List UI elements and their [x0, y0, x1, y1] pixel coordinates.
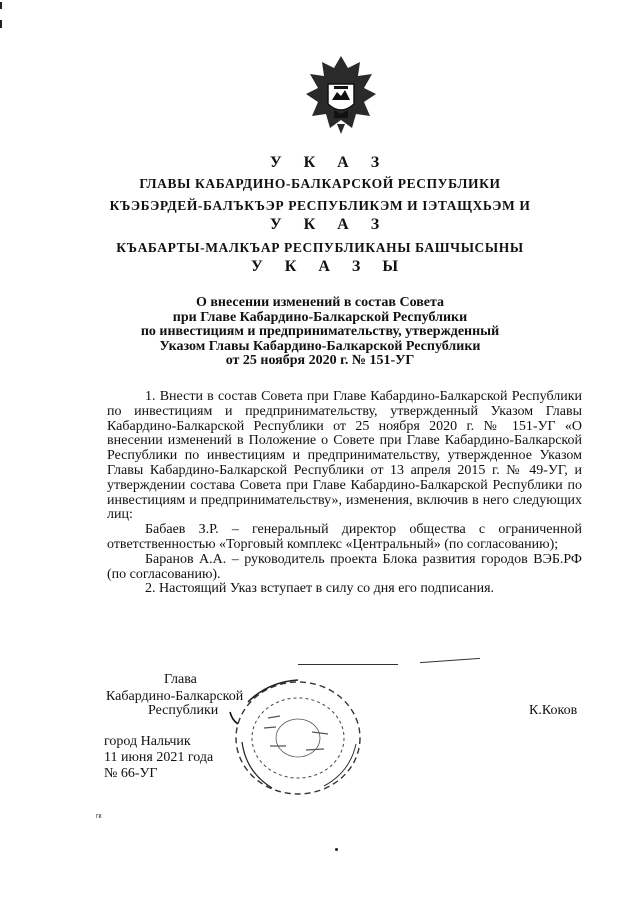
title-line: при Главе Кабардино-Балкарской Республики: [172, 309, 468, 325]
decree-heading: У К А З: [269, 154, 389, 171]
signature-stroke: [298, 664, 398, 665]
title-line: О внесении изменений в состав Совета: [195, 295, 445, 310]
header-line-kabardian: КЪЭБЭРДЕЙ-БАЛЪКЪЭР РЕСПУБЛИКЭМ И IЭТАЩХЬЭМ И: [109, 198, 531, 213]
scan-speck: [335, 848, 338, 851]
signatory-position-1: Глава: [164, 672, 197, 687]
signatory-name: К.Коков: [529, 703, 578, 718]
issue-date: 11 июня 2021 года: [104, 750, 214, 765]
scan-edge-mark: [0, 20, 2, 28]
signature-stroke: [420, 658, 480, 663]
signatory-position-2: Кабардино-Балкарской: [106, 689, 244, 704]
paragraph-1: 1. Внести в состав Совета при Главе Кабардино-Балкарской Республики по инвестициям и предпринимательству, утвержденный Указом Главы Кабардино-Балкарской Республики от 25 ноября 2020 г. № 151-УГ «О внесении изменений в Положение о Совете при Главе Кабардино-Балкарской Республики по инвестициям и предпринимательству, утвержденное Указом Главы Кабардино-Балкарской Республики от 13 апреля 2015 г. № 49-УГ, и утверждении состава Совета при Главе Кабардино-Балкарской Республики по инвестициям и предпринимательству», изменения, включив в него следующих лиц:: [107, 389, 582, 523]
decree-heading-kabardian: У К А З: [269, 216, 389, 233]
decree-number: № 66-УГ: [104, 766, 158, 781]
paragraph-appointee-2: Баранов А.А. – руководитель проекта Блока развития городов ВЭБ.РФ (по согласованию).: [107, 551, 582, 582]
title-line: от 25 ноября 2020 г. № 151-УГ: [225, 353, 415, 369]
footer-initials: гк: [96, 813, 102, 820]
scan-edge-mark: [0, 2, 2, 9]
decree-title: [0, 296, 640, 369]
header-line-russian: ГЛАВЫ КАБАРДИНО-БАЛКАРСКОЙ РЕСПУБЛИКИ: [139, 176, 501, 191]
decree-body: [107, 390, 582, 597]
decree-heading-balkar: У К А З Ы: [250, 258, 408, 275]
issue-place: город Нальчик: [104, 734, 191, 749]
paragraph-appointee-1: Бабаев З.Р. – генеральный директор общества с ограниченной ответственностью «Торговый комплекс «Центральный» (по согласованию);: [107, 522, 582, 552]
title-line: по инвестициям и предпринимательству, утвержденный: [140, 324, 500, 340]
official-seal-stamp: [228, 672, 368, 802]
signatory-position-3: Республики: [148, 703, 219, 718]
paragraph-2: 2. Настоящий Указ вступает в силу со дня его подписания.: [145, 581, 495, 597]
coat-of-arms-emblem: [304, 54, 378, 136]
title-line: Указом Главы Кабардино-Балкарской Республики: [159, 338, 481, 354]
header-line-balkar: КЪАБАРТЫ-МАЛКЪАР РЕСПУБЛИКАНЫ БАШЧЫСЫНЫ: [116, 240, 524, 255]
